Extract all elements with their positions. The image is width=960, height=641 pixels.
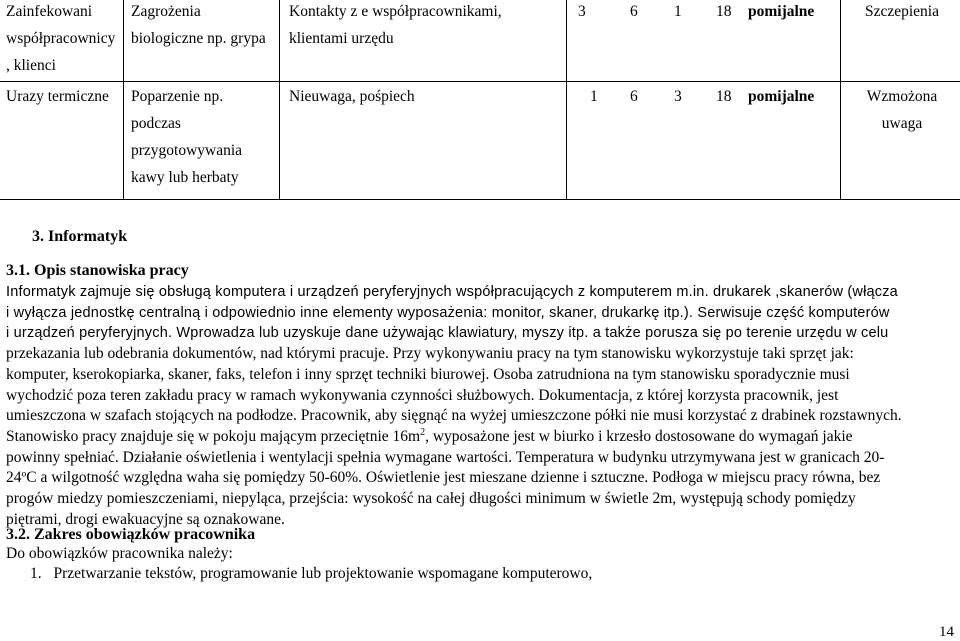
table-cell-level: pomijalne xyxy=(748,88,815,105)
table-cell-hazard xyxy=(131,83,242,191)
table-cell-measure xyxy=(846,0,958,25)
cell-line: Kontakty z e współpracownikami, xyxy=(289,3,502,20)
paragraph-line: i wyłącza jednostkę centralną i odpowiednio inne elementy wyposażenia: monitor, skaner, drukarkę itp.). Serwisuje część komputerów xyxy=(6,304,890,321)
subsection-title: 3.2. Zakres obowiązków pracownika xyxy=(6,526,256,543)
table-cell-factor xyxy=(6,0,115,79)
cell-line: klientami urzędu xyxy=(289,30,394,47)
section-title: 3. Informatyk xyxy=(32,228,128,245)
cell-line: Szczepienia xyxy=(864,3,939,20)
cell-line: , klienci xyxy=(6,57,56,74)
list-number: 1. xyxy=(30,565,42,582)
paragraph-line xyxy=(6,427,954,448)
table-cell-cause xyxy=(289,0,502,52)
cell-line: Zainfekowani xyxy=(6,3,93,20)
paragraph-line: Informatyk zajmuje się obsługą komputera i urządzeń peryferyjnych współpracujących z komputerem m.in. drukarek ,skanerów (włącza xyxy=(6,284,898,300)
cell-line: Nieuwaga, pośpiech xyxy=(289,88,415,105)
table-cell-n4: 18 xyxy=(716,3,732,20)
duty-list-item xyxy=(30,564,592,584)
paragraph-line: wychodzić poza teren zakładu pracy w ramach wykonywania czynności służbowych. Dokumentacja, z której korzysta pracownik, jest xyxy=(6,386,839,404)
cell-line: Zagrożenia xyxy=(131,3,201,20)
table-row-divider xyxy=(0,199,960,200)
table-cell-level: pomijalne xyxy=(748,3,815,20)
table-cell-n3: 3 xyxy=(674,88,682,105)
table-cell-n4: 18 xyxy=(716,88,732,105)
cell-line: Urazy termiczne xyxy=(6,88,109,105)
table-cell-measure xyxy=(846,83,958,137)
paragraph-line: powinny spełniać. Działanie oświetlenia i wentylacji spełnia wymagane wartości. Temperatura w budynku utrzymywana jest w granicach 20- xyxy=(6,448,885,466)
list-text: Przetwarzanie tekstów, programowanie lub projektowanie wspomagane komputerowo, xyxy=(53,565,593,582)
table-column-divider xyxy=(840,0,841,200)
table-cell-factor xyxy=(6,83,109,110)
paragraph-line: 24ºC a wilgotność względna waha się pomiędzy 50-60%. Oświetlenie jest mieszane dzienne i sztuczne. Podłoga w miejscu pracy równa, bez xyxy=(6,469,881,487)
paragraph-line: progów miedzy pomieszczeniami, niepyląca, przejścia: wysokość na całej długości minimum w świetle 2m, występują schody pomiędzy xyxy=(6,490,856,508)
cell-line: podczas xyxy=(131,115,181,132)
superscript: 2 xyxy=(420,426,426,438)
cell-line: uwaga xyxy=(881,115,923,132)
cell-line: Poparzenie np. xyxy=(131,88,224,105)
table-cell-n1: 3 xyxy=(578,3,586,20)
table-cell-n2: 6 xyxy=(630,3,638,20)
subsection-title: 3.1. Opis stanowiska pracy xyxy=(6,262,189,279)
cell-line: Wzmożona xyxy=(866,88,938,105)
paragraph-line: komputer, kserokopiarka, skaner, faks, telefon i inny sprzęt techniki biurowej. Osoba zatrudniona na tym stanowisku sporadycznie musi xyxy=(6,365,850,383)
table-cell-cause xyxy=(289,83,415,110)
cell-line: kawy lub herbaty xyxy=(131,169,239,186)
paragraph-line: umieszczona w szafach stojących na podłodze. Pracownik, aby sięgnąć na wyżej umieszczone półki nie musi korzystać z drabinek rozstawnych. xyxy=(6,407,902,425)
page-number: 14 xyxy=(939,624,954,640)
table-cell-n2: 6 xyxy=(630,88,638,105)
table-column-divider xyxy=(279,0,280,200)
table-cell-hazard xyxy=(131,0,266,52)
text-segment: , wyposażone jest w biurko i krzesło dostosowane do wymagań jakie xyxy=(425,427,853,445)
text-segment: Stanowisko pracy znajduje się w pokoju mającym przeciętnie 16m xyxy=(6,427,421,445)
job-description-paragraph xyxy=(6,282,954,530)
cell-line: przygotowywania xyxy=(131,142,243,159)
cell-line: biologiczne np. grypa xyxy=(131,30,266,47)
table-row-divider xyxy=(0,81,960,82)
paragraph-line: piętrami, drogi ewakuacyjne są oznakowane. xyxy=(6,510,285,528)
paragraph-line: przekazania lub odebrania dokumentów, nad którymi pracuje. Przy wykonywaniu pracy na tym stanowisku wykorzystuje taki sprzęt jak: xyxy=(6,345,854,363)
cell-line: współpracownicy xyxy=(6,30,116,47)
table-cell-n1: 1 xyxy=(590,88,598,105)
duties-intro: Do obowiązków pracownika należy: xyxy=(6,545,233,562)
table-column-divider xyxy=(566,0,567,200)
table-cell-n3: 1 xyxy=(674,3,682,20)
paragraph-line: i urządzeń peryferyjnych. Wprowadza lub uzyskuje dane używając klawiatury, myszy itp. a także porusza się po terenie urzędu w celu xyxy=(6,325,889,342)
table-column-divider xyxy=(123,0,124,200)
risk-assessment-table xyxy=(0,0,960,200)
